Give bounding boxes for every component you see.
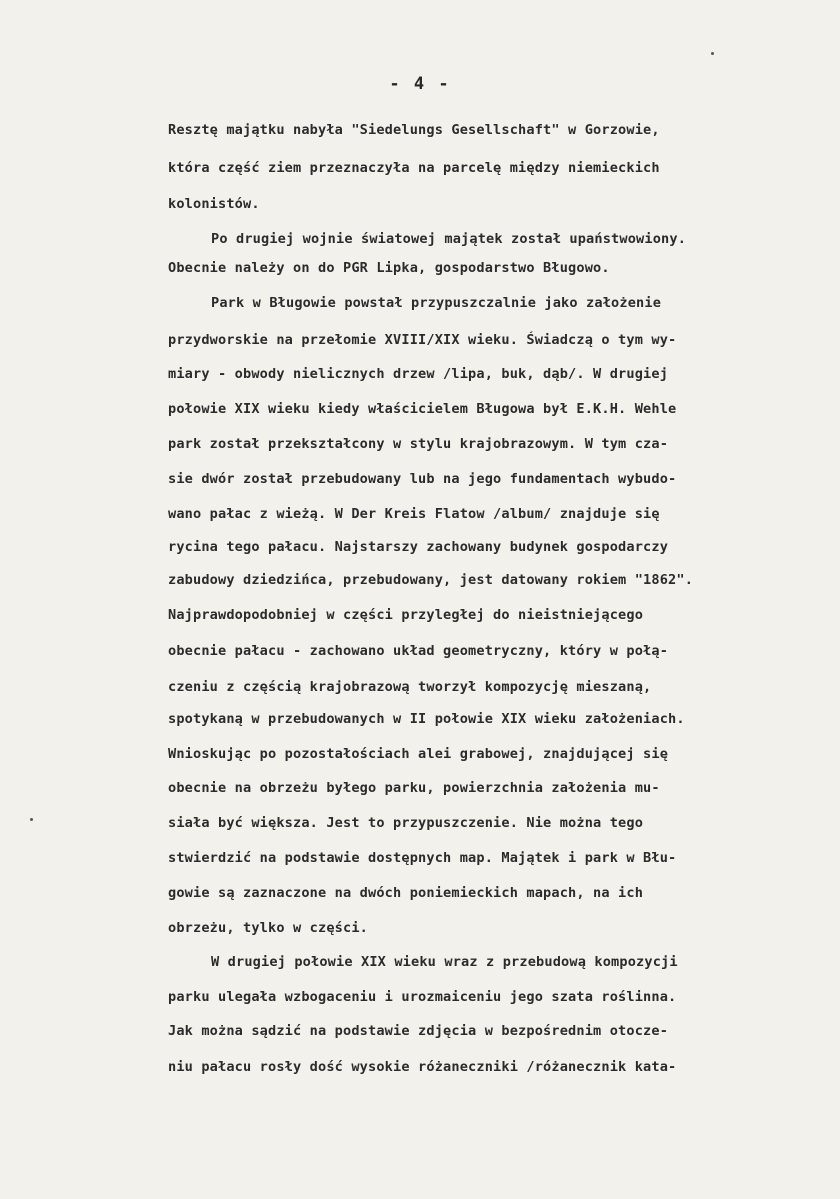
text-line: wano pałac z wieżą. W Der Kreis Flatow /album/ znajduje się	[168, 506, 660, 522]
text-line: obecnie na obrzeżu byłego parku, powierzchnia założenia mu-	[168, 780, 660, 796]
text-line: czeniu z częścią krajobrazową tworzył kompozycję mieszaną,	[168, 679, 652, 695]
page-number: - 4 -	[389, 74, 451, 94]
text-line: Najprawdopodobniej w części przyległej do nieistniejącego	[168, 607, 644, 623]
text-line: rycina tego pałacu. Najstarszy zachowany budynek gospodarczy	[168, 539, 669, 555]
text-line: połowie XIX wieku kiedy właścicielem Bługowa był E.K.H. Wehle	[168, 401, 677, 417]
text-line: obecnie pałacu - zachowano układ geometryczny, który w połą-	[168, 643, 669, 659]
paper-speck	[711, 52, 714, 55]
text-line: stwierdzić na podstawie dostępnych map. Majątek i park w Błu-	[168, 850, 677, 866]
text-line: Obecnie należy on do PGR Lipka, gospodarstwo Bługowo.	[168, 260, 610, 276]
text-line: zabudowy dziedzińca, przebudowany, jest datowany rokiem "1862".	[168, 572, 694, 588]
text-line: gowie są zaznaczone na dwóch poniemieckich mapach, na ich	[168, 885, 644, 901]
text-line: parku ulegała wzbogaceniu i urozmaiceniu jego szata roślinna.	[168, 989, 677, 1005]
text-line: spotykaną w przebudowanych w II połowie XIX wieku założeniach.	[168, 711, 685, 727]
text-line: przydworskie na przełomie XVIII/XIX wieku. Świadczą o tym wy-	[168, 332, 677, 348]
text-line: siała być większa. Jest to przypuszczenie. Nie można tego	[168, 815, 644, 831]
text-line: kolonistów.	[168, 196, 260, 212]
text-line: Park w Bługowie powstał przypuszczalnie jako założenie	[211, 295, 662, 311]
text-line: obrzeżu, tylko w części.	[168, 920, 369, 936]
text-line: sie dwór został przebudowany lub na jego fundamentach wybudo-	[168, 471, 677, 487]
text-line: miary - obwody nielicznych drzew /lipa, buk, dąb/. W drugiej	[168, 366, 669, 382]
text-line: która część ziem przeznaczyła na parcelę między niemieckich	[168, 160, 660, 176]
text-line: Resztę majątku nabyła "Siedelungs Gesellschaft" w Gorzowie,	[168, 122, 660, 138]
text-line: Wnioskując po pozostałościach alei grabowej, znajdującej się	[168, 746, 669, 762]
text-line: Po drugiej wojnie światowej majątek został upaństwowiony.	[211, 231, 687, 247]
text-line: W drugiej połowie XIX wieku wraz z przebudową kompozycji	[211, 954, 678, 970]
text-line: park został przekształcony w stylu krajobrazowym. W tym cza-	[168, 436, 669, 452]
paper-speck	[30, 818, 33, 821]
text-line: Jak można sądzić na podstawie zdjęcia w bezpośrednim otocze-	[168, 1023, 669, 1039]
text-line: niu pałacu rosły dość wysokie różaneczniki /różanecznik kata-	[168, 1059, 677, 1075]
